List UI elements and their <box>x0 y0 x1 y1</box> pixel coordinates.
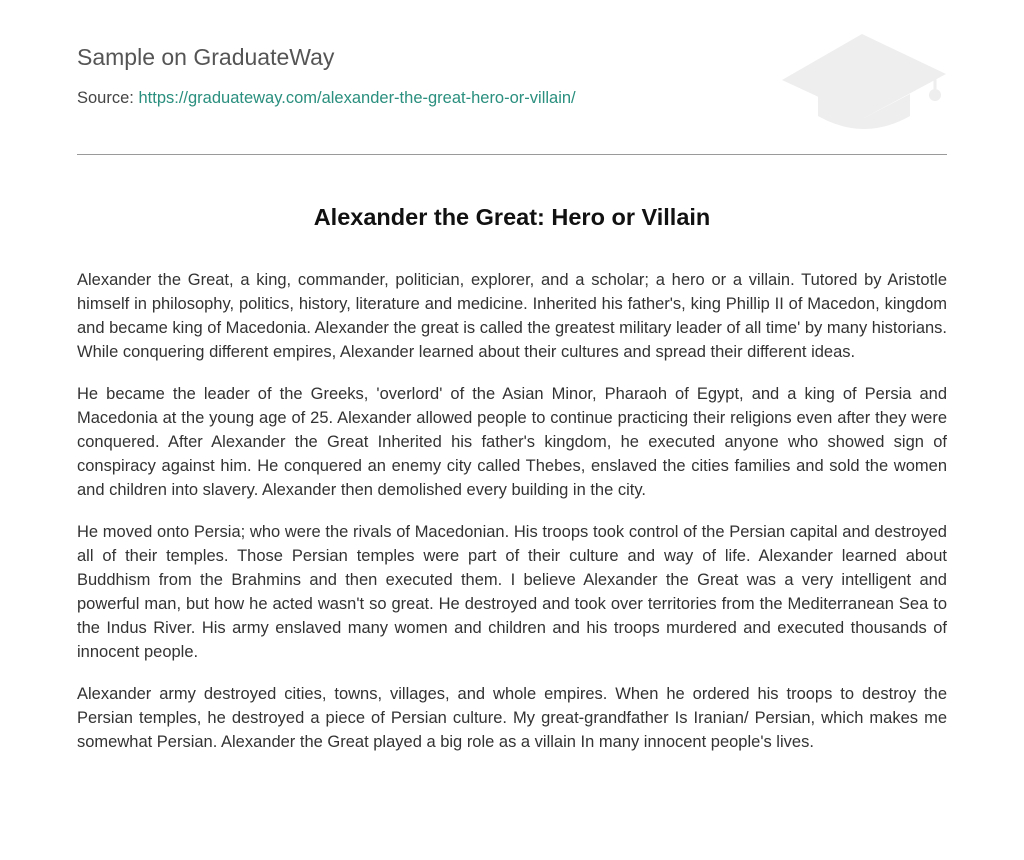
source-label: Source: <box>77 89 134 107</box>
article-body <box>77 268 947 772</box>
article-paragraph: Alexander the Great, a king, commander, politician, explorer, and a scholar; a hero or a villain. Tutored by Aristotle himself in philosophy, politics, history, literature and medicine. Inherited his father's, king Phillip II of Macedon, kingdom and became king of Macedonia. Alexander the great is called the greatest military leader of all time' by many historians. While conquering different empires, Alexander learned about their cultures and spread their different ideas. <box>77 271 947 361</box>
site-title: Sample on GraduateWay <box>77 44 335 70</box>
page-header <box>77 0 947 156</box>
source-link[interactable]: https://graduateway.com/alexander-the-great-hero-or-villain/ <box>138 89 576 107</box>
header-divider <box>77 154 947 155</box>
article-paragraph: He became the leader of the Greeks, 'overlord' of the Asian Minor, Pharaoh of Egypt, and a king of Persia and Macedonia at the young age of 25. Alexander allowed people to continue practicing their religions even after they were conquered. After Alexander the Great Inherited his father's kingdom, he executed anyone who showed sign of conspiracy against him. He conquered an enemy city called Thebes, enslaved the cities families and sold the women and children into slavery. Alexander then demolished every building in the city. <box>77 385 947 499</box>
article-paragraph: He moved onto Persia; who were the rivals of Macedonian. His troops took control of the Persian capital and destroyed all of their temples. Those Persian temples were part of their culture and way of life. Alexander learned about Buddhism from the Brahmins and then executed them. I believe Alexander the Great was a very intelligent and powerful man, but how he acted wasn't so great. He destroyed and took over territories from the Mediterranean Sea to the Indus River. His army enslaved many women and children and his troops murdered and executed thousands of innocent people. <box>77 523 947 661</box>
graduation-cap-icon <box>780 30 950 134</box>
source-line <box>77 89 576 108</box>
article-title: Alexander the Great: Hero or Villain <box>313 204 711 230</box>
article-paragraph: Alexander army destroyed cities, towns, villages, and whole empires. When he ordered his troops to destroy the Persian temples, he destroyed a piece of Persian culture. My great-grandfather Is Iranian/ Persian, which makes me somewhat Persian. Alexander the Great played a big role as a villain In many innocent people's lives. <box>77 685 947 751</box>
